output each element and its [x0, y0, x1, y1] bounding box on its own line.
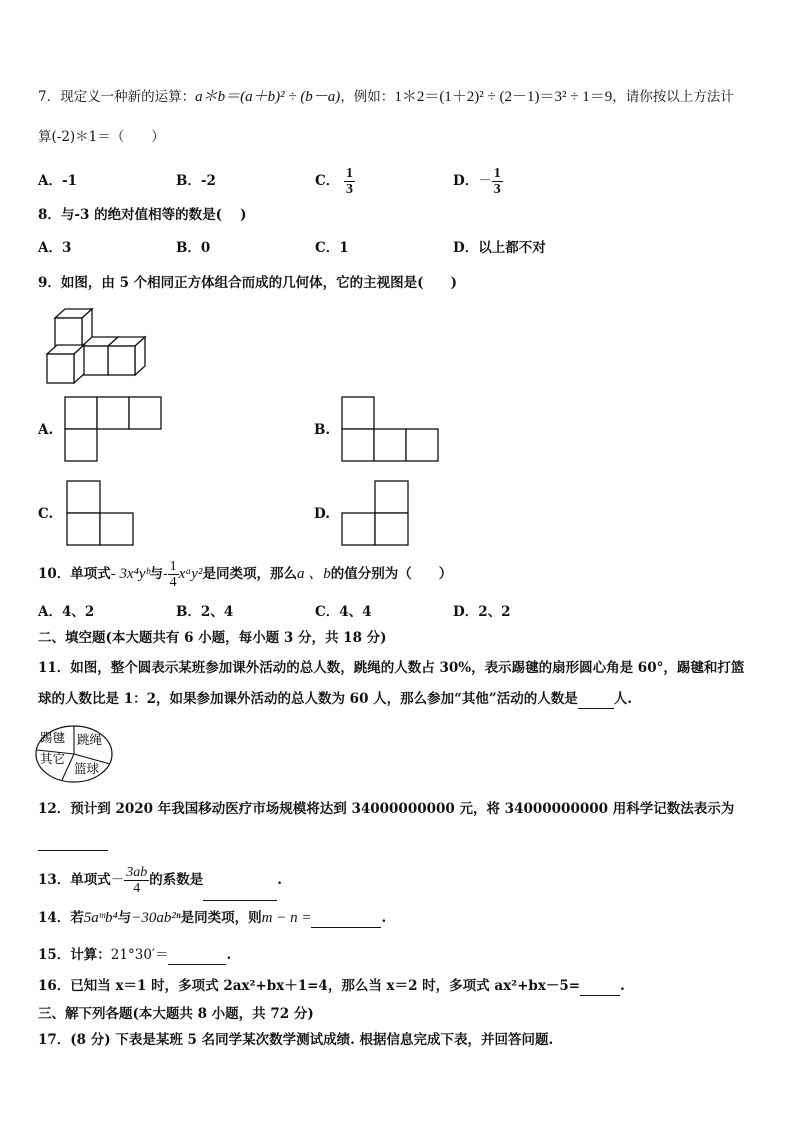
q7-example-prefix: ，例如： [340, 89, 395, 105]
pie-label-lanqiu: 篮球 [74, 761, 100, 776]
q7-option-b[interactable]: B．-2 [176, 173, 216, 189]
q9-option-b-figure[interactable] [341, 396, 441, 462]
q16-stem: 16．已知当 x＝1 时，多项式 2ax²+bx＋1=4，那么当 x＝2 时，多项式 ax²+bx－5= . [38, 978, 625, 994]
q9-option-b-label[interactable]: B. [314, 422, 331, 438]
pie-label-jianzi: 踢毽 [40, 730, 66, 745]
q7-option-c-fraction: $\frac{1}{3}$ [345, 166, 353, 197]
section-2-heading: 二、填空题(本大题共有 6 小题，每小题 3 分，共 18 分) [38, 630, 387, 646]
q7-line2: 算(-2)＊1＝（ ） [38, 129, 165, 145]
q9-option-a-figure[interactable] [64, 396, 164, 462]
q7-line1 [38, 88, 734, 106]
q10-stem: 10．单项式- 3x⁴yᵇ与- $\frac{1}{4}$ xᵃy²是同类项，那么a 、b的值分别为（ ） [38, 559, 453, 590]
q9-option-d-label[interactable]: D. [314, 506, 330, 522]
q10-option-a[interactable]: A．4、2 [38, 604, 95, 620]
q12-answer-blank[interactable] [38, 832, 108, 851]
q9-cube-figure [44, 306, 148, 384]
q15-answer-blank[interactable] [168, 946, 226, 965]
q11-pie-chart [34, 724, 114, 784]
q8-option-a[interactable]: A．3 [38, 240, 72, 256]
q9-option-c-figure[interactable] [66, 480, 136, 546]
q14-answer-blank[interactable] [311, 909, 381, 928]
q9-stem: 9．如图，由 5 个相同正方体组合而成的几何体，它的主视图是( ) [38, 275, 457, 291]
q11-line2: 球的人数比是 1：2，如果参加课外活动的总人数为 60 人，那么参加“其他”活动的人数是 人. [38, 691, 632, 707]
q13-answer-blank[interactable] [203, 860, 277, 901]
q7-option-a[interactable]: A．-1 [38, 173, 77, 189]
section-3-heading: 三、解下列各题(本大题共 8 小题，共 72 分) [38, 1006, 314, 1022]
q8-option-d[interactable]: D．以上都不对 [453, 240, 546, 256]
q9-option-d-figure[interactable] [341, 480, 411, 546]
q13-fraction: $\frac{3ab}{4}$ [126, 865, 148, 896]
q13-stem: 13．单项式－ $\frac{3ab}{4}$ 的系数是 . [38, 860, 282, 901]
q7-example: 1＊2＝(1＋2)² ÷ (2－1)＝3² ÷ 1＝9 [394, 89, 613, 105]
pie-label-qita: 其它 [40, 751, 66, 766]
q14-stem: 14．若5aᵐb⁴与−30ab²ⁿ是同类项，则m − n = . [38, 910, 387, 926]
q8-option-c[interactable]: C．1 [315, 240, 349, 256]
q11-line1: 11．如图，整个圆表示某班参加课外活动的总人数，跳绳的人数占 30%，表示踢毽的扇形圆心角是 60°，踢毽和打篮 [38, 660, 745, 676]
q9-option-c-label[interactable]: C. [38, 506, 54, 522]
q9-option-a-label[interactable]: A. [38, 422, 54, 438]
q7-suffix: ，请你按以上方法计 [612, 89, 734, 105]
q10-option-b[interactable]: B．2、4 [176, 604, 234, 620]
pie-label-tiaosheng: 跳绳 [77, 732, 103, 747]
q8-option-b[interactable]: B．0 [176, 240, 211, 256]
q11-answer-blank[interactable] [578, 690, 614, 709]
q7-option-d[interactable]: D．－ $\frac{1}{3}$ [453, 166, 501, 197]
q10-option-d[interactable]: D．2、2 [453, 604, 511, 620]
q16-answer-blank[interactable] [580, 977, 620, 996]
q10-option-c[interactable]: C．4、4 [315, 604, 372, 620]
q15-stem: 15．计算：21°30′＝ . [38, 947, 232, 963]
q7-option-d-fraction: $\frac{1}{3}$ [493, 166, 501, 197]
q7-definition: a＊b＝(a＋b)² ÷ (b－a) [195, 89, 341, 105]
q7-option-c[interactable]: C． $\frac{1}{3}$ [315, 166, 353, 197]
q12-line1: 12．预计到 2020 年我国移动医疗市场规模将达到 34000000000 元，将 34000000000 用科学记数法表示为 [38, 801, 735, 817]
q17-stem: 17．(8 分) 下表是某班 5 名同学某次数学测试成绩. 根据信息完成下表，并回答问题. [38, 1032, 554, 1048]
q7-prefix: 7．现定义一种新的运算： [38, 89, 196, 105]
q10-fraction: $\frac{1}{4}$ [169, 559, 177, 590]
q8-stem: 8．与-3 的绝对值相等的数是( ) [38, 207, 247, 223]
